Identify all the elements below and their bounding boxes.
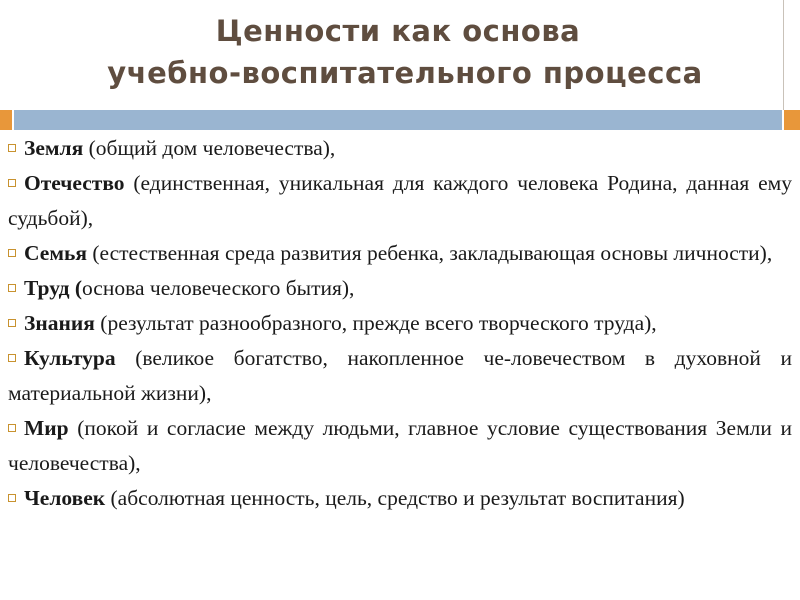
item-term: Отечество bbox=[24, 171, 125, 195]
list-item bbox=[8, 341, 792, 411]
item-term: Мир bbox=[24, 416, 69, 440]
list-item bbox=[8, 236, 792, 271]
list-item bbox=[8, 481, 792, 516]
item-description: (абсолютная ценность, цель, средство и результат воспитания) bbox=[105, 486, 685, 510]
item-term: Знания bbox=[24, 311, 95, 335]
title-line-1: Ценности как основа bbox=[215, 14, 581, 48]
slide-title bbox=[0, 8, 800, 108]
square-bullet-icon bbox=[8, 284, 16, 292]
item-description: (результат разнообразного, прежде всего творческого труда), bbox=[94, 311, 657, 335]
decorative-bar-right bbox=[784, 110, 800, 130]
square-bullet-icon bbox=[8, 179, 16, 187]
title-line-2: учебно-воспитательного процесса bbox=[107, 56, 703, 90]
square-bullet-icon bbox=[8, 249, 16, 257]
decorative-bar-blue bbox=[14, 110, 782, 130]
item-term: Человек bbox=[24, 486, 106, 510]
item-term: Культура bbox=[24, 346, 116, 370]
square-bullet-icon bbox=[8, 144, 16, 152]
list-item bbox=[8, 411, 792, 481]
square-bullet-icon bbox=[8, 319, 16, 327]
values-list bbox=[8, 131, 792, 516]
item-term: Семья bbox=[24, 241, 87, 265]
item-description: основа человеческого бытия), bbox=[82, 276, 355, 300]
item-description: (общий дом человечества), bbox=[83, 136, 336, 160]
item-description: (единственная, уникальная для каждого человека Родина, данная ему судьбой), bbox=[8, 171, 792, 230]
item-term: Труд ( bbox=[24, 276, 83, 300]
square-bullet-icon bbox=[8, 424, 16, 432]
square-bullet-icon bbox=[8, 354, 16, 362]
square-bullet-icon bbox=[8, 494, 16, 502]
list-item bbox=[8, 131, 792, 166]
item-description: (естественная среда развития ребенка, закладывающая основы личности), bbox=[86, 241, 773, 265]
list-item bbox=[8, 306, 792, 341]
item-description: (покой и согласие между людьми, главное условие существования Земли и человечества), bbox=[8, 416, 792, 475]
item-description: (великое богатство, накопленное че-ловечеством в духовной и материальной жизни), bbox=[8, 346, 792, 405]
decorative-bar-left bbox=[0, 110, 12, 130]
list-item bbox=[8, 166, 792, 236]
list-item bbox=[8, 271, 792, 306]
item-term: Земля bbox=[24, 136, 84, 160]
